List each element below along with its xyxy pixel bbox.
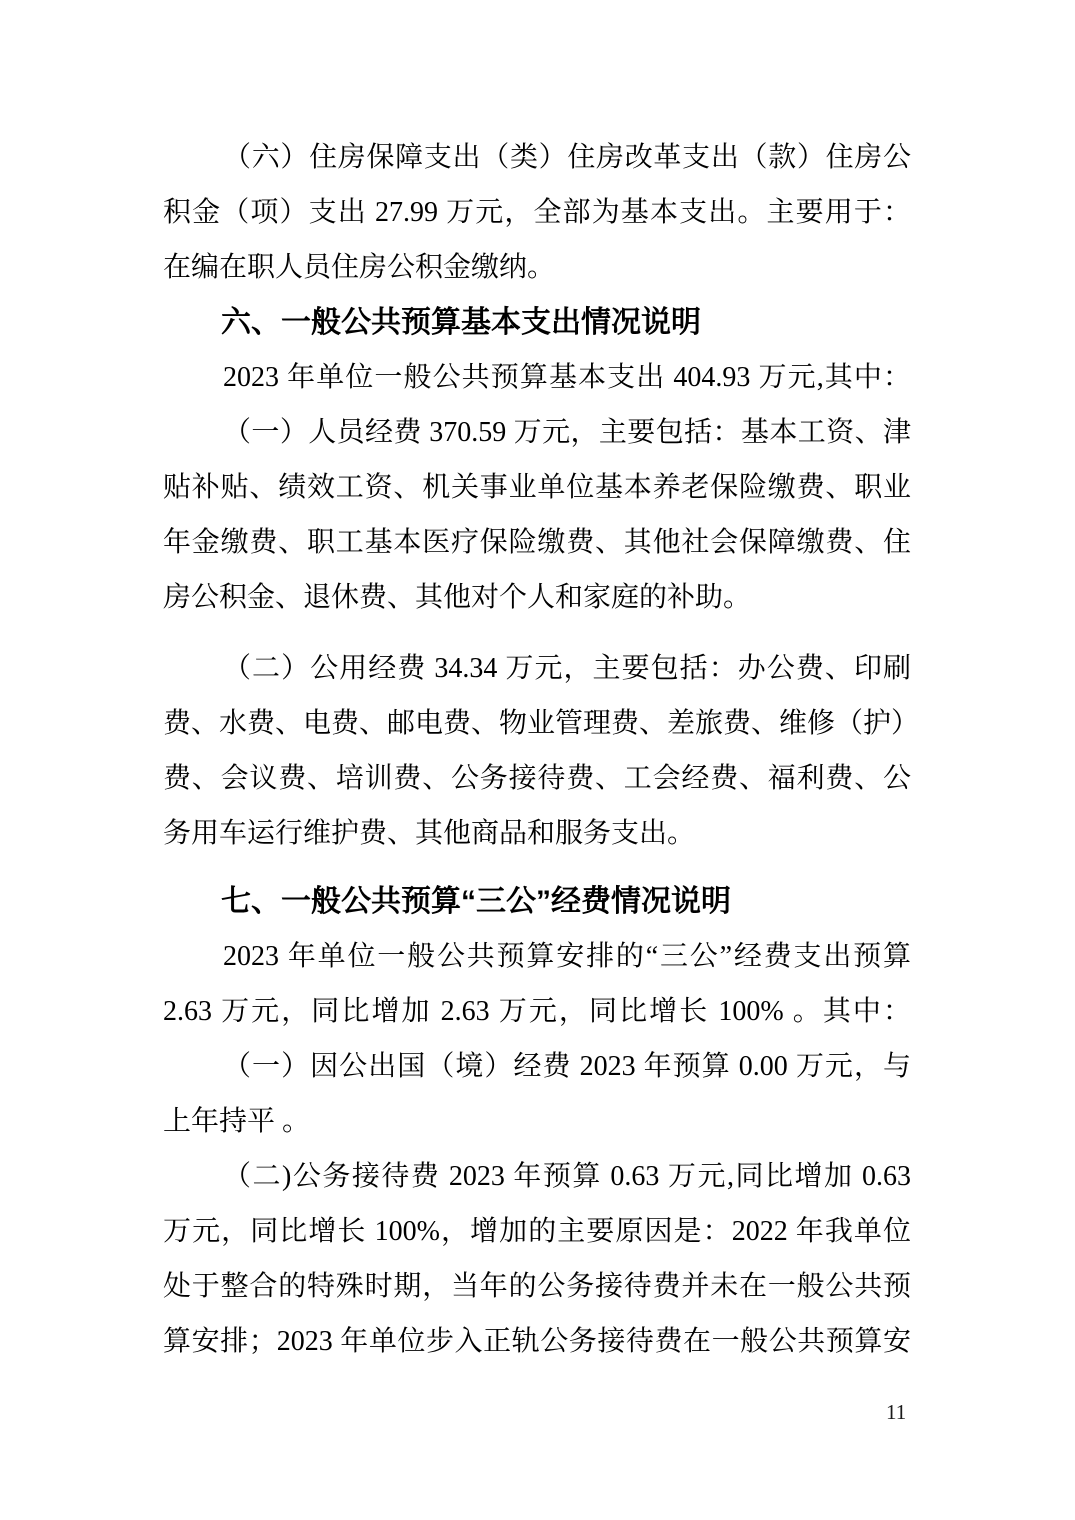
text-line: （一）人员经费 370.59 万元，主要包括：基本工资、津 bbox=[223, 417, 911, 448]
section-heading-seven bbox=[163, 874, 911, 929]
document-body bbox=[163, 130, 920, 1369]
text-line: 2.63 万元，同比增加 2.63 万元，同比增长 100% 。其中： bbox=[163, 996, 911, 1027]
text-line: 费、会议费、培训费、公务接待费、工会经费、福利费、公 bbox=[163, 763, 911, 794]
text-line: 房公积金、退休费、其他对个人和家庭的补助。 bbox=[163, 582, 752, 613]
section-heading-six bbox=[163, 295, 911, 350]
paragraph-basic-expenditure-intro bbox=[163, 350, 911, 405]
text-line: 处于整合的特殊时期，当年的公务接待费并未在一般公共预 bbox=[163, 1271, 911, 1302]
text-line: （二)公务接待费 2023 年预算 0.63 万元,同比增加 0.63 bbox=[223, 1161, 911, 1192]
heading-text: 七、一般公共预算“三公”经费情况说明 bbox=[221, 885, 731, 918]
paragraph-personnel-funds bbox=[163, 405, 911, 625]
paragraph-three-public-intro bbox=[163, 929, 911, 1039]
paragraph-public-funds bbox=[163, 641, 920, 861]
paragraph-housing-expenditure bbox=[163, 130, 911, 295]
text-line: 在编在职人员住房公积金缴纳。 bbox=[163, 252, 556, 283]
page-number: 11 bbox=[886, 1400, 907, 1424]
text-line: （一）因公出国（境）经费 2023 年预算 0.00 万元，与 bbox=[223, 1051, 911, 1082]
text-line: 上年持平 。 bbox=[163, 1106, 311, 1137]
text-line: 贴补贴、绩效工资、机关事业单位基本养老保险缴费、职业 bbox=[163, 472, 911, 503]
text-line: 2023 年单位一般公共预算基本支出 404.93 万元,其中： bbox=[223, 362, 911, 393]
text-line: 务用车运行维护费、其他商品和服务支出。 bbox=[163, 818, 696, 849]
paragraph-overseas-trips bbox=[163, 1039, 911, 1149]
text-line: 算安排；2023 年单位步入正轨公务接待费在一般公共预算安 bbox=[163, 1326, 911, 1357]
paragraph-official-reception bbox=[163, 1149, 911, 1369]
heading-text: 六、一般公共预算基本支出情况说明 bbox=[221, 306, 701, 339]
text-line: （六）住房保障支出（类）住房改革支出（款）住房公 bbox=[223, 142, 911, 173]
text-line: 积金（项）支出 27.99 万元，全部为基本支出。主要用于： bbox=[163, 197, 911, 228]
text-line: 费、水费、电费、邮电费、物业管理费、差旅费、维修（护） bbox=[163, 708, 920, 739]
text-line: 万元，同比增长 100%，增加的主要原因是：2022 年我单位 bbox=[163, 1216, 911, 1247]
text-line: 年金缴费、职工基本医疗保险缴费、其他社会保障缴费、住 bbox=[163, 527, 911, 558]
text-line: 2023 年单位一般公共预算安排的“三公”经费支出预算 bbox=[223, 941, 911, 972]
text-line: （二）公用经费 34.34 万元，主要包括：办公费、印刷 bbox=[223, 653, 911, 684]
